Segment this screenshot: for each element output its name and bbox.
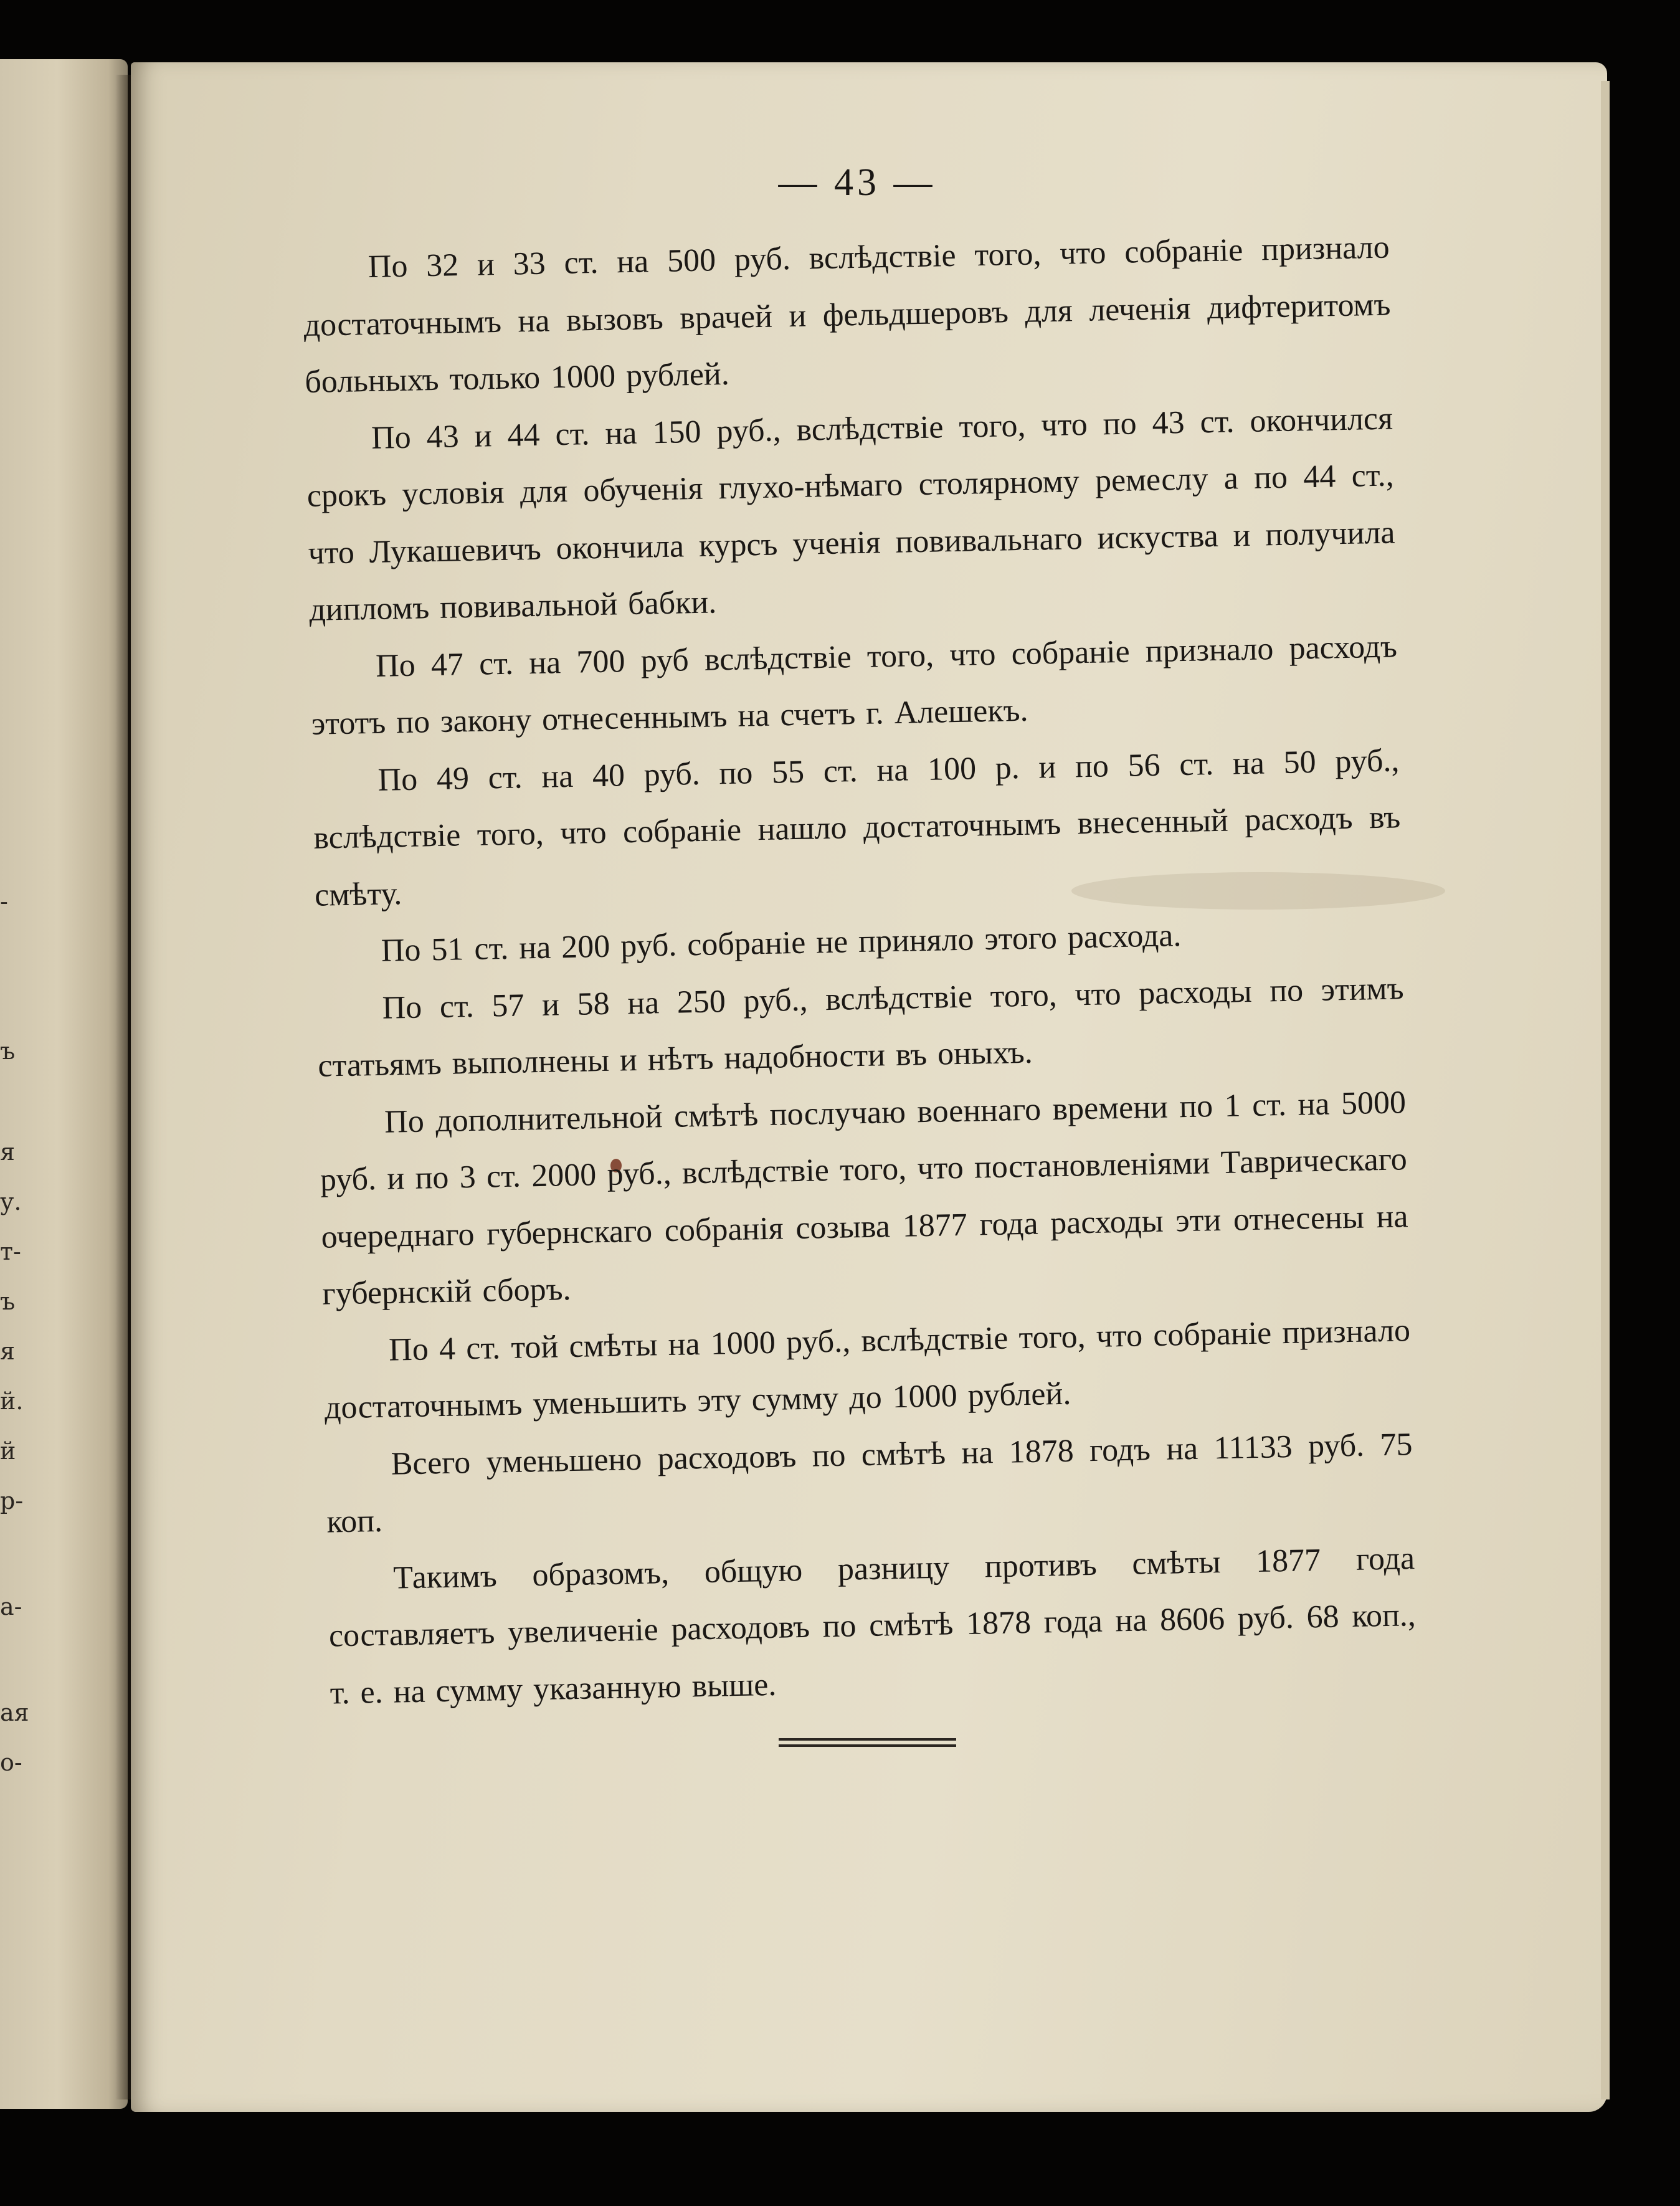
left-fragment: о- — [0, 1749, 22, 1776]
left-fragment: ая — [0, 1699, 29, 1726]
left-fragment: - — [0, 888, 8, 915]
rule-line — [779, 1738, 956, 1741]
rule-line — [779, 1744, 956, 1747]
left-fragment: ъ — [0, 1037, 16, 1065]
body-text — [302, 219, 1417, 1722]
end-rule — [779, 1738, 956, 1751]
paragraph: По дополнительной смѣтѣ послучаю военнаго времени по 1 ст. на 5000 руб. и по 3 ст. 2000 руб., вслѣдствіе того, что постановленіями Таврическаго очереднаго губернскаго собранія созыва 1877 года расходы эти отнесены на губернскій сборъ. — [320, 1084, 1408, 1312]
paragraph: По 43 и 44 ст. на 150 руб., вслѣдствіе того, что по 43 ст. окончился срокъ условія для обученія глухо-нѣмаго столярному ремеслу а по 44 ст., что Лукашевичъ окончила курсъ ученія повивальнаго искуства и получила дипломъ повивальной бабки. — [306, 400, 1395, 628]
left-fragment: ъ — [0, 1288, 16, 1315]
paragraph: По 47 ст. на 700 руб вслѣдствіе того, что собраніе признало расходъ этотъ по закону отнесеннымъ на счетъ г. Алешекъ. — [311, 628, 1398, 742]
left-fragment: у. — [0, 1188, 22, 1215]
left-fragment: т- — [0, 1238, 21, 1265]
paragraph: По 4 ст. той смѣты на 1000 руб., вслѣдствіе того, что собраніе признало достаточнымъ уменьшить эту сумму до 1000 рублей. — [324, 1312, 1411, 1426]
page-edge — [1601, 81, 1610, 2099]
left-page-text-fragments — [0, 0, 37, 2206]
paragraph: Всего уменьшено расходовъ по смѣтѣ на 1878 годъ на 11133 руб. 75 коп. — [326, 1426, 1413, 1540]
paragraph: По 49 ст. на 40 руб. по 55 ст. на 100 р. и по 56 ст. на 50 руб., вслѣдствіе того, что собраніе нашло достаточнымъ внесенный расходъ въ смѣту. — [313, 742, 1401, 913]
page-number: — 43 — — [778, 161, 936, 204]
left-fragment: а- — [0, 1593, 22, 1620]
paragraph: Такимъ образомъ, общую разницу противъ смѣты 1877 года составляетъ увеличеніе расходовъ по смѣтѣ 1878 года на 8606 руб. 68 коп., т. е. на сумму указанную выше. — [328, 1540, 1417, 1711]
left-fragment: р- — [0, 1487, 24, 1514]
left-fragment: й — [0, 1437, 16, 1465]
paragraph: По 51 ст. на 200 руб. собраніе не приняло этого расхода. — [381, 918, 1182, 969]
paragraph: По ст. 57 и 58 на 250 руб., вслѣдствіе того, что расходы по этимъ статьямъ выполнены и нѣтъ надобности въ оныхъ. — [317, 970, 1404, 1084]
paragraph: По 32 и 33 ст. на 500 руб. вслѣдствіе того, что собраніе признало достаточнымъ на вызовъ врачей и фельдшеровъ для леченія дифтеритомъ больныхъ только 1000 рублей. — [303, 229, 1391, 400]
left-fragment: й. — [0, 1387, 24, 1415]
left-fragment: я — [0, 1338, 15, 1365]
left-fragment: я — [0, 1138, 15, 1166]
